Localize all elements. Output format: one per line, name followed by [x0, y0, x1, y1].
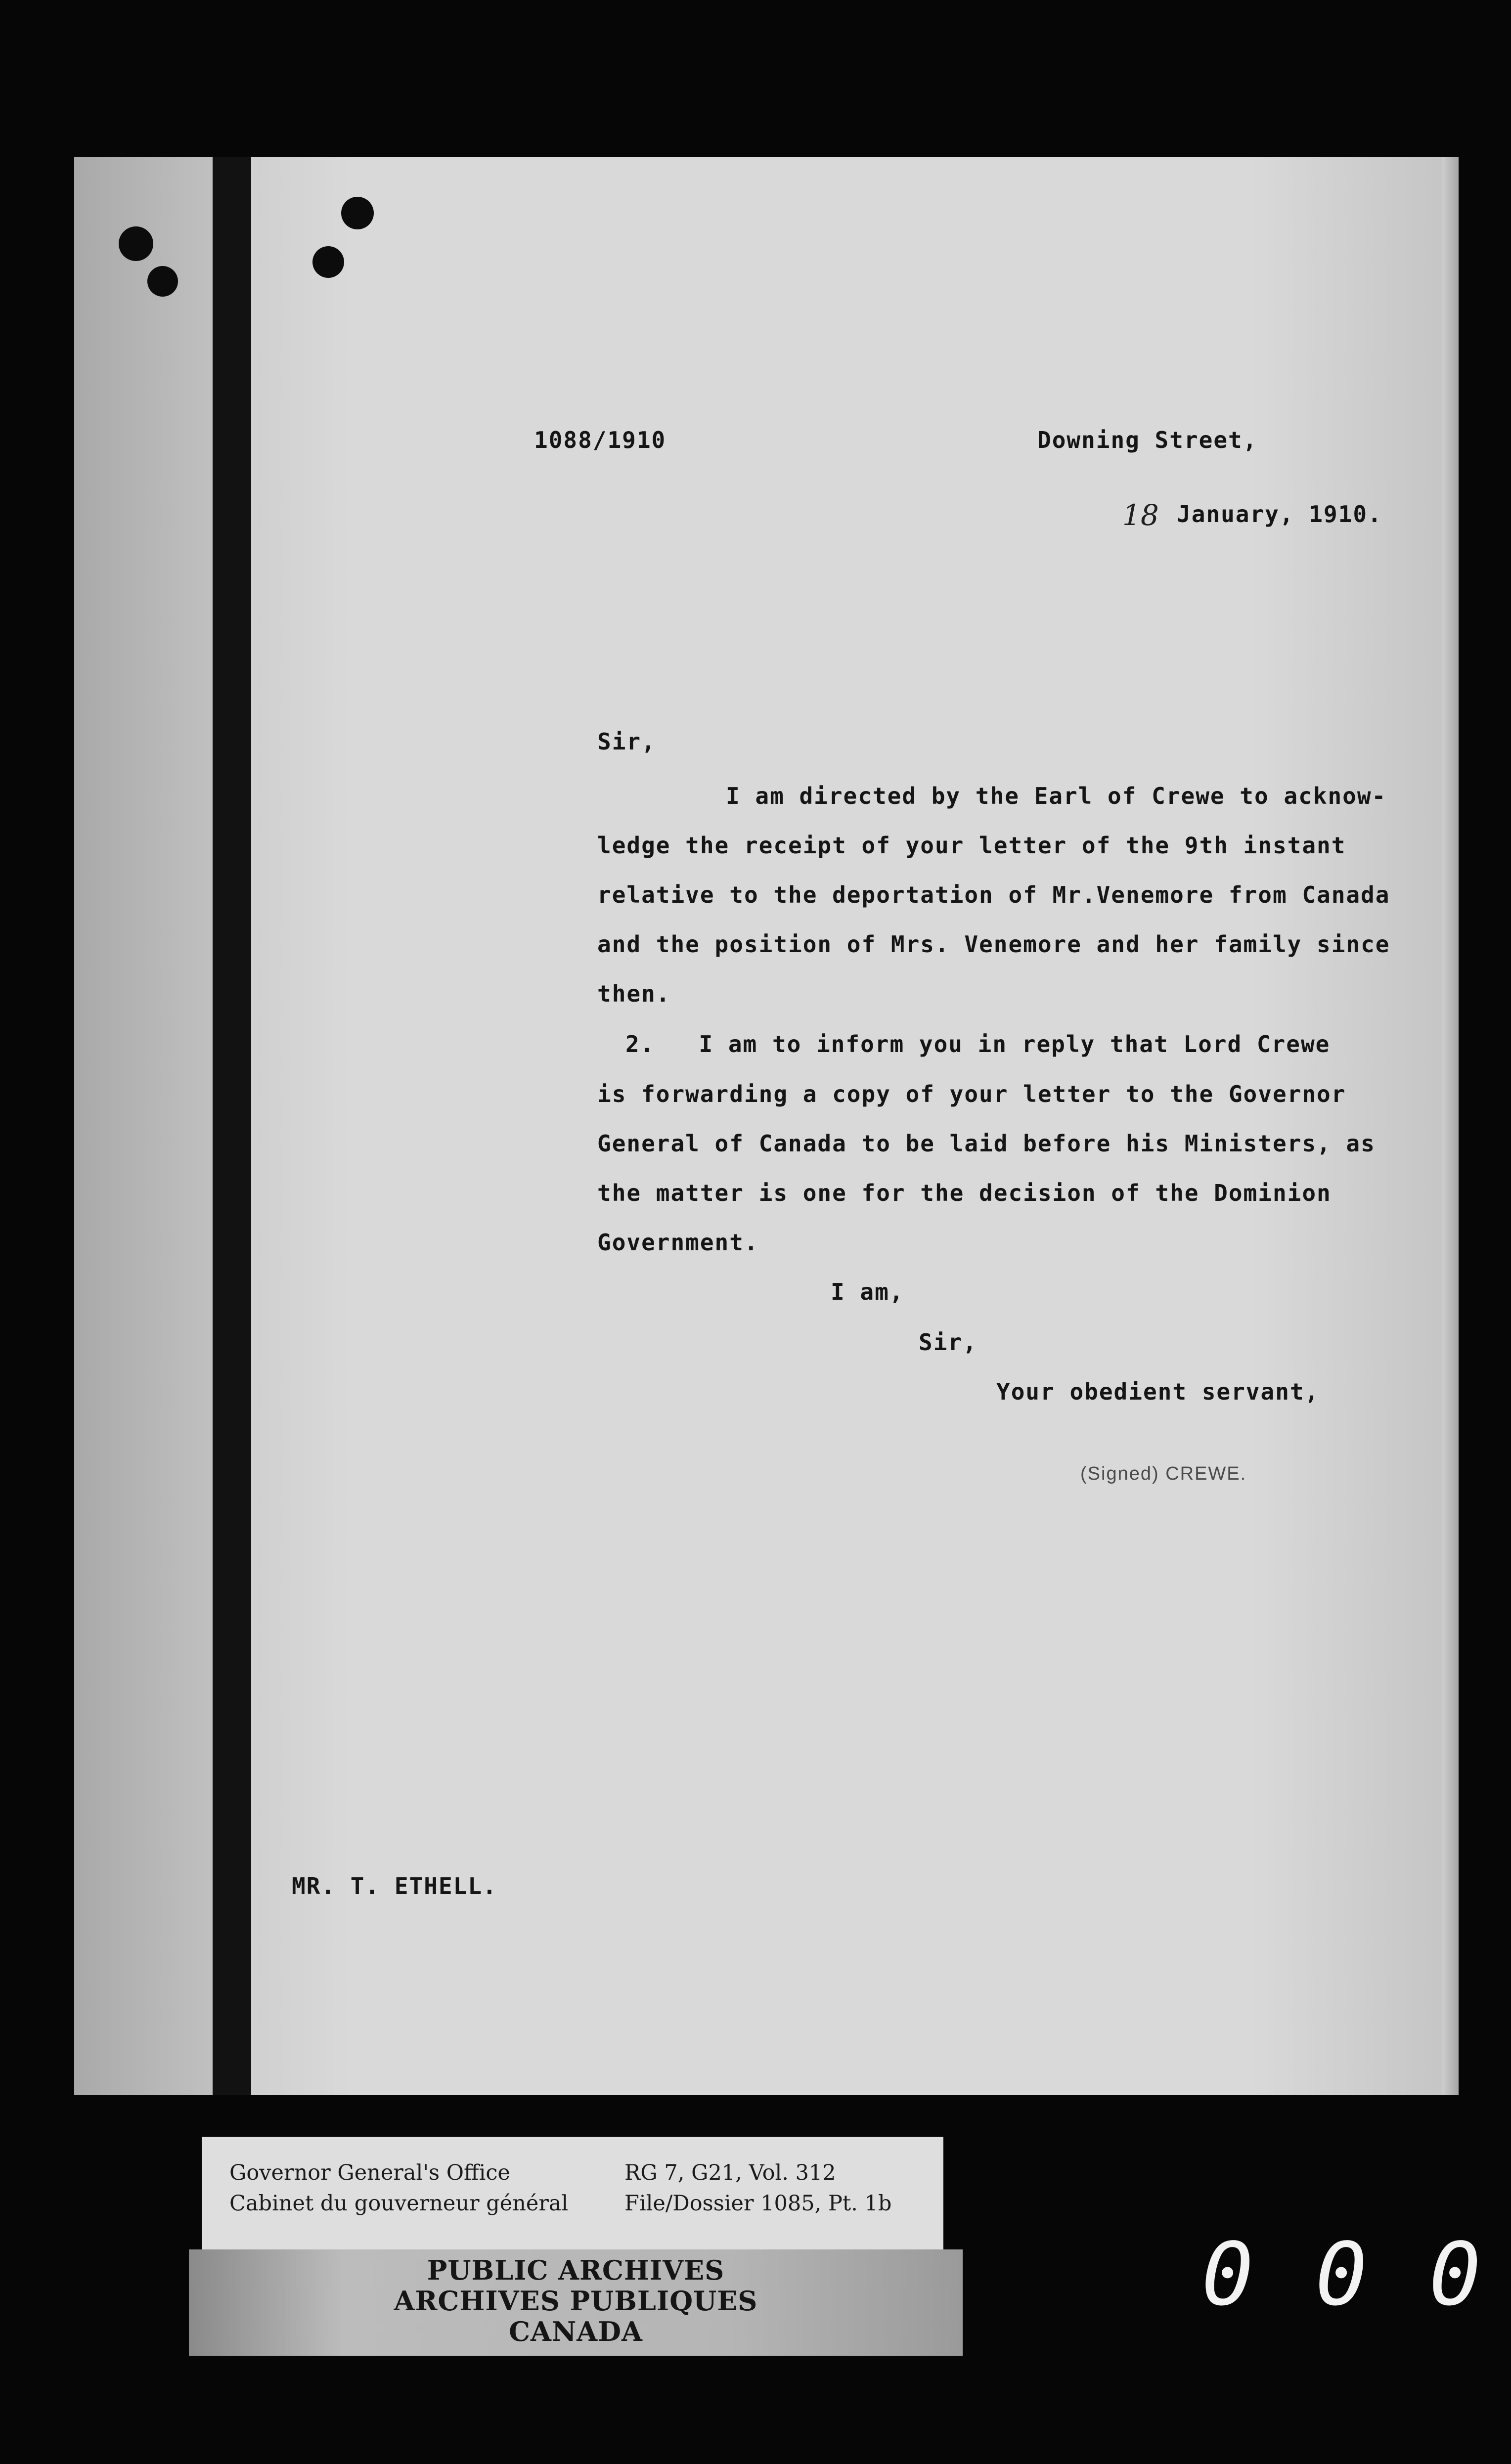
letter-closing: I am, — [831, 1278, 904, 1305]
archive-reference: RG 7, G21, Vol. 312 — [624, 2160, 836, 2185]
archive-stamp-strip — [189, 2249, 963, 2356]
frame-number-digit: 0 — [1315, 2225, 1368, 2325]
letter-salutation: Sir, — [597, 728, 656, 755]
letter-recipient: MR. T. ETHELL. — [292, 1873, 497, 1899]
letter-date-day: 18 — [1122, 498, 1159, 532]
letter-paragraph-2-line: is forwarding a copy of your letter to the Governor — [597, 1081, 1346, 1107]
letter-closing: Your obedient servant, — [996, 1378, 1320, 1405]
letter-paragraph-2-line: General of Canada to be laid before his Ministers, as — [597, 1130, 1376, 1157]
frame-number-digit: 0 — [1429, 2225, 1481, 2325]
archive-strip-line: CANADA — [509, 2316, 643, 2347]
archive-file: File/Dossier 1085, Pt. 1b — [624, 2191, 892, 2216]
letter-address: Downing Street, — [1037, 427, 1258, 453]
page-right-edge — [1442, 157, 1459, 2095]
letter-paragraph-1-line: then. — [597, 980, 671, 1007]
frame-number-digit: 0 — [1201, 2225, 1254, 2325]
letter-paragraph-2-line: the matter is one for the decision of the Dominion — [597, 1180, 1332, 1206]
archive-strip-line: PUBLIC ARCHIVES — [427, 2254, 725, 2286]
letter-paragraph-1-line: relative to the deportation of Mr.Venemore from Canada — [597, 881, 1390, 908]
punch-hole — [341, 197, 374, 229]
letter-date: January, 1910. — [1177, 501, 1382, 528]
punch-hole — [147, 266, 178, 297]
letter-paragraph-1-line: and the position of Mrs. Venemore and her family since — [597, 931, 1390, 958]
letter-closing: Sir, — [919, 1329, 978, 1356]
document-page — [74, 157, 1459, 2095]
letter-reference: 1088/1910 — [534, 427, 667, 453]
punch-hole — [119, 226, 153, 261]
archive-office-fr: Cabinet du gouverneur général — [229, 2191, 569, 2216]
letter-paragraph-1-line: ledge the receipt of your letter of the 9th instant — [597, 832, 1346, 859]
punch-hole — [312, 246, 344, 278]
archive-label — [202, 2137, 943, 2251]
letter-paragraph-1-line: I am directed by the Earl of Crewe to acknow- — [726, 783, 1387, 809]
archive-office-en: Governor General's Office — [229, 2160, 510, 2185]
letter-signature: (Signed) CREWE. — [1080, 1463, 1247, 1484]
letter-paragraph-2-line: Government. — [597, 1229, 759, 1256]
letter-paragraph-2-line: 2. I am to inform you in reply that Lord Crewe — [625, 1031, 1331, 1057]
page-left-margin — [74, 157, 213, 2095]
binding-bar — [213, 157, 251, 2095]
archive-strip-line: ARCHIVES PUBLIQUES — [394, 2285, 758, 2317]
